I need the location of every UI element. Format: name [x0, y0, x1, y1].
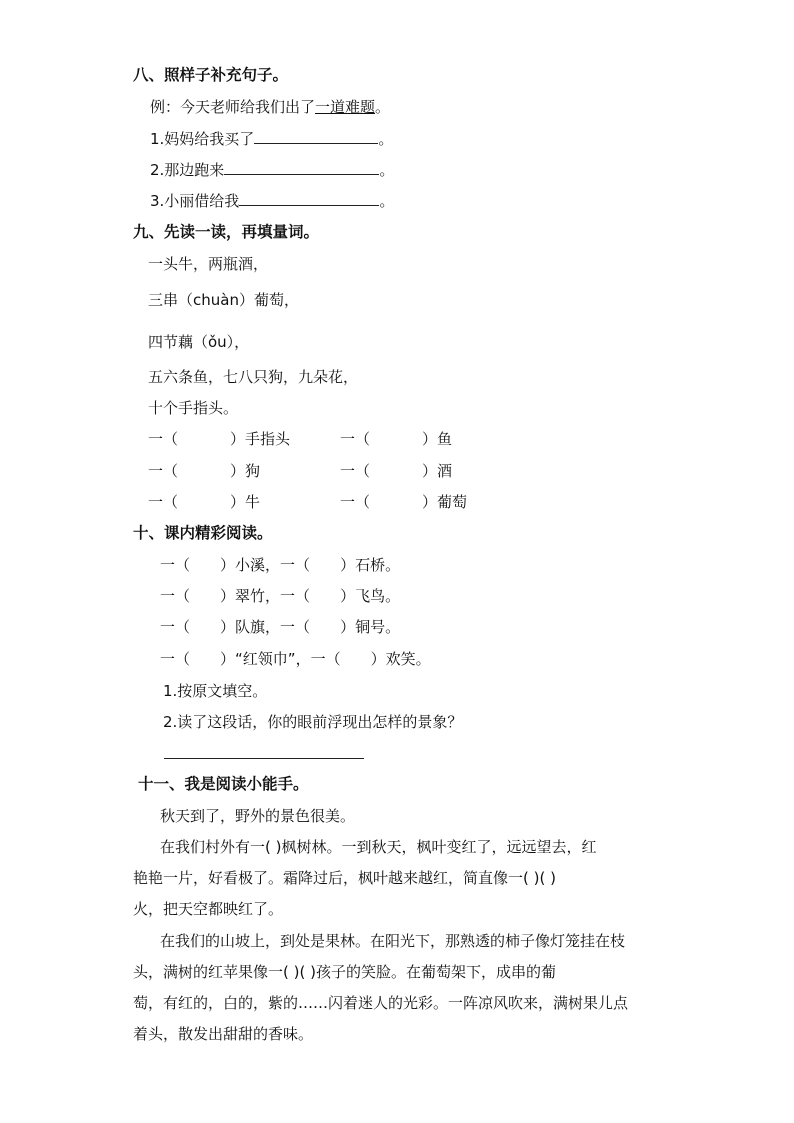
answer-blank[interactable]: [224, 160, 379, 175]
blank-open: 一（: [160, 650, 191, 668]
section-9-line: 三串（chuàn）葡萄，: [148, 291, 299, 309]
section-9-line: 五六条鱼，七八只狗，九朵花，: [148, 368, 359, 386]
blank-open: 一（: [148, 462, 179, 480]
measure-word-left-3: [148, 492, 260, 512]
question-1: 1.按原文填空。: [163, 682, 268, 700]
blank-close: ）: [220, 556, 236, 574]
blank-open: 一（: [310, 650, 341, 668]
answer-line[interactable]: [164, 758, 364, 759]
phrase: 欢笑。: [385, 650, 431, 668]
noun: 手指头: [245, 430, 291, 448]
phrase: 队旗，: [235, 618, 281, 636]
item-end: 。: [379, 192, 395, 210]
answer-blank[interactable]: [239, 191, 379, 206]
blank-close: ）: [220, 618, 236, 636]
blank-close: ）: [422, 430, 438, 448]
item-stem: 1.妈妈给我买了: [150, 130, 255, 148]
passage-line: 着头，散发出甜甜的香味。: [133, 1025, 314, 1043]
item-stem: 2.那边跑来: [150, 161, 225, 179]
measure-word-right-2: [340, 461, 452, 481]
section-8-example: [150, 97, 390, 117]
section-9-line: 一头牛，两瓶酒，: [148, 255, 269, 273]
blank-close: ）: [340, 618, 356, 636]
phrase: 小溪，: [235, 556, 281, 574]
blank-close: ）: [340, 556, 356, 574]
passage-line: 头，满树的红苹果像一( )( )孩子的笑脸。在葡萄架下，成串的葡: [133, 963, 556, 981]
section-9-line: 十个手指头。: [148, 399, 239, 417]
blank-close: ）: [422, 462, 438, 480]
blank-close: ）: [220, 650, 236, 668]
item-end: 。: [378, 130, 394, 148]
section-10-title: 十、课内精彩阅读。: [133, 524, 273, 542]
item-stem: 3.小丽借给我: [150, 192, 240, 210]
reading-row-4: [160, 649, 431, 669]
section-8-title: 八、照样子补充句子。: [133, 66, 289, 84]
passage-line: 在我们村外有一( )枫树林。一到秋天，枫叶变红了，远远望去，红: [160, 838, 597, 856]
noun: 狗: [245, 462, 261, 480]
noun: 牛: [245, 493, 261, 511]
measure-word-right-3: [340, 492, 467, 512]
blank-close: ）: [230, 462, 246, 480]
blank-open: 一（: [160, 618, 191, 636]
reading-row-3: [160, 617, 400, 637]
answer-blank[interactable]: [254, 129, 378, 144]
passage-line: 火，把天空都映红了。: [133, 900, 284, 918]
blank-open: 一（: [340, 430, 371, 448]
phrase: 铜号。: [355, 618, 401, 636]
passage-line: 在我们的山坡上，到处是果林。在阳光下，那熟透的柿子像灯笼挂在枝: [160, 932, 626, 950]
blank-open: 一（: [280, 618, 311, 636]
blank-open: 一（: [148, 493, 179, 511]
blank-close: ）: [340, 587, 356, 605]
blank-open: 一（: [148, 430, 179, 448]
noun: 葡萄: [437, 493, 468, 511]
phrase: “红领巾”，: [235, 650, 311, 668]
measure-word-right-1: [340, 429, 452, 449]
blank-open: 一（: [340, 462, 371, 480]
reading-row-1: [160, 555, 400, 575]
section-8-item-3: [150, 191, 394, 211]
reading-row-2: [160, 586, 400, 606]
phrase: 翠竹，: [235, 587, 281, 605]
blank-close: ）: [230, 493, 246, 511]
item-end: 。: [379, 161, 395, 179]
blank-close: ）: [230, 430, 246, 448]
section-9-title: 九、先读一读，再填量词。: [133, 223, 320, 241]
blank-open: 一（: [160, 587, 191, 605]
example-suffix: 。: [375, 98, 391, 116]
blank-open: 一（: [280, 587, 311, 605]
blank-close: ）: [370, 650, 386, 668]
passage-line: 秋天到了，野外的景色很美。: [160, 807, 356, 825]
section-8-item-1: [150, 129, 393, 149]
section-11-title: 十一、我是阅读小能手。: [138, 775, 309, 793]
passage-line: 萄，有红的，白的，紫的……闪着迷人的光彩。一阵凉风吹来，满树果儿点: [133, 994, 629, 1012]
section-8-item-2: [150, 160, 394, 180]
blank-open: 一（: [160, 556, 191, 574]
phrase: 石桥。: [355, 556, 401, 574]
measure-word-left-1: [148, 429, 290, 449]
passage-line: 艳艳一片，好看极了。霜降过后，枫叶越来越红，简直像一( )( ): [133, 869, 556, 887]
example-prefix: 例：今天老师给我们出了: [150, 98, 316, 116]
question-2: 2.读了这段话，你的眼前浮现出怎样的景象？: [163, 713, 463, 731]
noun: 鱼: [437, 430, 453, 448]
section-9-line: 四节藕（ǒu），: [148, 333, 250, 351]
example-underlined: 一道难题: [315, 98, 376, 116]
blank-close: ）: [220, 587, 236, 605]
blank-open: 一（: [340, 493, 371, 511]
measure-word-left-2: [148, 461, 260, 481]
phrase: 飞鸟。: [355, 587, 401, 605]
noun: 酒: [437, 462, 453, 480]
blank-open: 一（: [280, 556, 311, 574]
blank-close: ）: [422, 493, 438, 511]
